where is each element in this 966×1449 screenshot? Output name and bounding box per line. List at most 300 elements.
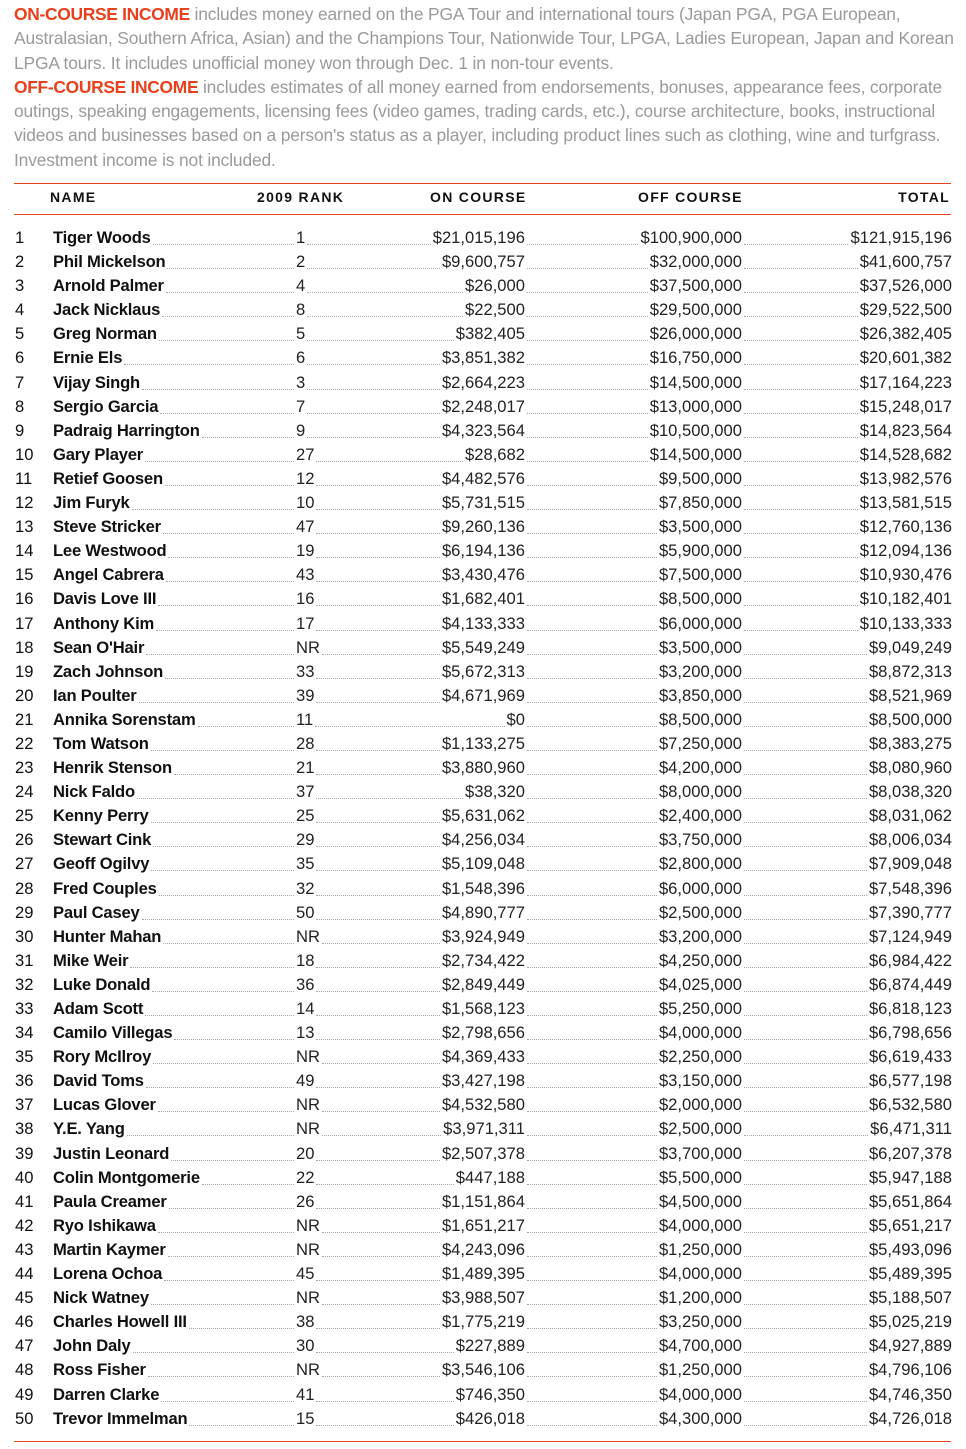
dot-leader — [527, 389, 648, 390]
row-number: 14 — [15, 541, 34, 561]
table-row — [0, 371, 966, 395]
rank-2009: 16 — [296, 589, 315, 609]
column-header-name: NAME — [50, 189, 97, 205]
dot-leader — [744, 678, 867, 679]
on-course-amount: $1,682,401 — [441, 589, 525, 609]
dot-leader — [316, 750, 439, 751]
row-number: 15 — [15, 565, 34, 585]
on-course-amount: $9,260,136 — [441, 517, 525, 537]
rank-2009: 49 — [296, 1071, 315, 1091]
dot-leader — [165, 485, 294, 486]
table-row — [0, 756, 966, 780]
off-course-amount: $9,500,000 — [658, 468, 742, 488]
dot-leader — [744, 1425, 867, 1426]
golfer-name: Tom Watson — [53, 733, 149, 753]
row-number: 18 — [15, 637, 34, 657]
on-course-amount: $227,889 — [455, 1336, 525, 1356]
dot-leader — [744, 774, 867, 775]
dot-leader — [158, 1111, 294, 1112]
rank-2009: 33 — [296, 661, 315, 681]
off-course-amount: $2,250,000 — [658, 1047, 742, 1067]
golfer-name: Jack Nicklaus — [53, 300, 161, 320]
golfer-name: Camilo Villegas — [53, 1023, 173, 1043]
rank-2009: 1 — [296, 228, 306, 247]
total-amount: $8,383,275 — [868, 733, 952, 753]
dot-leader — [744, 1328, 867, 1329]
on-course-amount: $1,775,219 — [441, 1312, 525, 1332]
row-number: 6 — [15, 348, 25, 368]
dot-leader — [744, 268, 858, 269]
off-course-amount: $2,400,000 — [658, 806, 742, 826]
dot-leader — [307, 340, 454, 341]
total-amount: $5,651,217 — [868, 1215, 952, 1235]
on-course-amount: $2,849,449 — [441, 974, 525, 994]
dot-leader — [151, 822, 294, 823]
table-row — [0, 274, 966, 298]
top-divider — [14, 183, 951, 184]
dot-leader — [316, 1328, 439, 1329]
dot-leader — [527, 340, 648, 341]
row-number: 45 — [15, 1288, 34, 1308]
dot-leader — [322, 654, 440, 655]
dot-leader — [163, 533, 294, 534]
dot-leader — [307, 244, 430, 245]
dot-leader — [744, 870, 867, 871]
golfer-name: Trevor Immelman — [53, 1408, 188, 1428]
on-course-amount: $3,427,198 — [441, 1071, 525, 1091]
rank-2009: NR — [296, 1239, 320, 1259]
table-row — [0, 1310, 966, 1334]
rank-2009: 26 — [296, 1191, 315, 1211]
row-number: 12 — [15, 493, 34, 513]
rank-2009: 5 — [296, 324, 306, 344]
table-header — [0, 189, 966, 209]
table-row — [0, 1238, 966, 1262]
dot-leader — [527, 1352, 657, 1353]
dot-leader — [527, 1425, 657, 1426]
off-course-amount: $7,500,000 — [658, 565, 742, 585]
dot-leader — [316, 581, 439, 582]
off-course-amount: $26,000,000 — [649, 324, 742, 344]
dot-leader — [316, 1184, 453, 1185]
rank-2009: 21 — [296, 758, 315, 778]
dot-leader — [527, 991, 657, 992]
header-divider — [14, 214, 951, 215]
row-number: 32 — [15, 974, 34, 994]
golfer-name: Nick Watney — [53, 1288, 149, 1308]
total-amount: $7,390,777 — [868, 902, 952, 922]
off-course-income-label: OFF-COURSE INCOME — [14, 76, 199, 97]
dot-leader — [151, 870, 294, 871]
off-course-amount: $3,500,000 — [658, 517, 742, 537]
total-amount: $6,471,311 — [870, 1119, 952, 1139]
off-course-amount: $3,850,000 — [658, 685, 742, 705]
off-course-amount: $14,500,000 — [649, 372, 742, 392]
off-course-amount: $4,500,000 — [658, 1191, 742, 1211]
dot-leader — [158, 1232, 294, 1233]
total-amount: $6,207,378 — [868, 1143, 952, 1163]
dot-leader — [316, 605, 439, 606]
dot-leader — [127, 1135, 294, 1136]
dot-leader — [133, 1352, 295, 1353]
dot-leader — [142, 919, 294, 920]
rank-2009: NR — [296, 637, 320, 657]
golfer-name: Justin Leonard — [53, 1143, 170, 1163]
dot-leader — [316, 967, 439, 968]
dot-leader — [527, 557, 657, 558]
off-course-amount: $6,000,000 — [658, 613, 742, 633]
off-course-amount: $3,700,000 — [658, 1143, 742, 1163]
off-course-amount: $16,750,000 — [649, 348, 742, 368]
total-amount: $6,532,580 — [868, 1095, 952, 1115]
rank-2009: NR — [296, 1119, 320, 1139]
off-course-amount: $4,000,000 — [658, 1264, 742, 1284]
row-number: 47 — [15, 1336, 34, 1356]
dot-leader — [159, 340, 294, 341]
dot-leader — [307, 413, 440, 414]
off-course-amount: $4,000,000 — [658, 1215, 742, 1235]
row-number: 40 — [15, 1167, 34, 1187]
off-course-amount: $4,000,000 — [658, 1023, 742, 1043]
off-course-amount: $5,500,000 — [658, 1167, 742, 1187]
on-course-amount: $22,500 — [465, 300, 525, 320]
off-course-amount: $1,250,000 — [658, 1360, 742, 1380]
dot-leader — [744, 461, 858, 462]
off-course-amount: $4,200,000 — [658, 758, 742, 778]
dot-leader — [527, 1304, 657, 1305]
dot-leader — [527, 1401, 657, 1402]
dot-leader — [316, 1280, 439, 1281]
row-number: 3 — [15, 276, 25, 296]
total-amount: $4,796,106 — [868, 1360, 952, 1380]
dot-leader — [145, 461, 294, 462]
row-number: 24 — [15, 782, 34, 802]
dot-leader — [160, 413, 294, 414]
golfer-name: Ross Fisher — [53, 1360, 146, 1380]
off-course-amount: $29,500,000 — [649, 300, 742, 320]
golfer-name: Colin Montgomerie — [53, 1167, 200, 1187]
dot-leader — [316, 870, 439, 871]
dot-leader — [189, 1425, 294, 1426]
dot-leader — [527, 461, 648, 462]
off-course-amount: $8,500,000 — [658, 709, 742, 729]
dot-leader — [527, 943, 657, 944]
dot-leader — [527, 1184, 657, 1185]
row-number: 41 — [15, 1191, 34, 1211]
table-row — [0, 780, 966, 804]
total-amount: $8,031,062 — [868, 806, 952, 826]
dot-leader — [202, 437, 294, 438]
dot-leader — [165, 678, 294, 679]
dot-leader — [168, 1256, 294, 1257]
off-course-amount: $2,500,000 — [658, 902, 742, 922]
dot-leader — [527, 654, 657, 655]
dot-leader — [124, 364, 294, 365]
golfer-name: Gary Player — [53, 444, 144, 464]
table-row — [0, 1093, 966, 1117]
table-row — [0, 732, 966, 756]
off-course-amount: $8,500,000 — [658, 589, 742, 609]
rank-2009: NR — [296, 1215, 320, 1235]
table-row — [0, 949, 966, 973]
row-number: 9 — [15, 420, 25, 440]
dot-leader — [744, 1160, 867, 1161]
on-course-amount: $3,988,507 — [441, 1288, 525, 1308]
on-course-amount: $28,682 — [465, 444, 525, 464]
dot-leader — [527, 292, 648, 293]
rank-2009: 12 — [296, 468, 315, 488]
dot-leader — [158, 605, 294, 606]
off-course-amount: $4,300,000 — [658, 1408, 742, 1428]
dot-leader — [322, 1376, 440, 1377]
golfer-name: Angel Cabrera — [53, 565, 164, 585]
total-amount: $8,006,034 — [868, 830, 952, 850]
dot-leader — [744, 1376, 867, 1377]
row-number: 34 — [15, 1023, 34, 1043]
dot-leader — [744, 292, 858, 293]
dot-leader — [316, 509, 439, 510]
dot-leader — [316, 1352, 453, 1353]
dot-leader — [322, 1256, 440, 1257]
dot-leader — [744, 485, 858, 486]
total-amount: $7,909,048 — [868, 854, 952, 874]
row-number: 42 — [15, 1215, 34, 1235]
on-course-amount: $3,430,476 — [441, 565, 525, 585]
dot-leader — [316, 461, 463, 462]
dot-leader — [132, 509, 294, 510]
dot-leader — [527, 1015, 657, 1016]
row-number: 43 — [15, 1239, 34, 1259]
on-course-amount: $5,731,515 — [441, 493, 525, 513]
dot-leader — [168, 557, 294, 558]
on-course-amount: $2,734,422 — [441, 950, 525, 970]
dot-leader — [527, 1111, 657, 1112]
off-course-amount: $4,025,000 — [658, 974, 742, 994]
on-course-amount: $4,243,096 — [441, 1239, 525, 1259]
dot-leader — [316, 485, 439, 486]
off-course-amount: $2,800,000 — [658, 854, 742, 874]
total-amount: $14,528,682 — [859, 444, 952, 464]
table-row — [0, 973, 966, 997]
dot-leader — [744, 1352, 867, 1353]
table-row — [0, 226, 966, 250]
rank-2009: 4 — [296, 276, 306, 296]
table-row — [0, 997, 966, 1021]
dot-leader — [316, 1401, 453, 1402]
dot-leader — [316, 702, 439, 703]
golfer-name: Padraig Harrington — [53, 420, 200, 440]
dot-leader — [322, 1111, 440, 1112]
bottom-divider — [14, 1441, 951, 1442]
table-row — [0, 1166, 966, 1190]
rank-2009: 17 — [296, 613, 315, 633]
on-course-amount: $38,320 — [465, 782, 525, 802]
on-course-amount: $1,651,217 — [441, 1215, 525, 1235]
dot-leader — [156, 630, 294, 631]
rank-2009: NR — [296, 1360, 320, 1380]
dot-leader — [163, 943, 294, 944]
dot-leader — [527, 581, 657, 582]
on-course-amount: $2,507,378 — [441, 1143, 525, 1163]
table-row — [0, 539, 966, 563]
dot-leader — [744, 991, 867, 992]
on-course-amount: $1,151,864 — [441, 1191, 525, 1211]
golfer-name: Paula Creamer — [53, 1191, 167, 1211]
off-course-amount: $1,200,000 — [658, 1288, 742, 1308]
total-amount: $4,726,018 — [868, 1408, 952, 1428]
row-number: 13 — [15, 517, 34, 537]
rank-2009: 2 — [296, 252, 306, 272]
total-amount: $29,522,500 — [859, 300, 952, 320]
table-row — [0, 1286, 966, 1310]
off-course-amount: $1,250,000 — [658, 1239, 742, 1259]
dot-leader — [744, 1087, 867, 1088]
dot-leader — [142, 389, 294, 390]
dot-leader — [744, 364, 858, 365]
dot-leader — [527, 750, 657, 751]
table-row — [0, 804, 966, 828]
total-amount: $6,818,123 — [868, 999, 952, 1018]
row-number: 31 — [15, 950, 34, 970]
dot-leader — [744, 846, 867, 847]
total-amount: $13,581,515 — [859, 493, 952, 513]
total-amount: $4,746,350 — [868, 1384, 952, 1404]
golfer-name: Mike Weir — [53, 950, 129, 970]
on-course-amount: $5,549,249 — [441, 637, 525, 657]
column-header-on-course: ON COURSE — [430, 189, 527, 205]
off-course-amount: $5,250,000 — [658, 999, 742, 1018]
dot-leader — [307, 364, 440, 365]
row-number: 37 — [15, 1095, 34, 1115]
table-row — [0, 467, 966, 491]
rank-2009: 38 — [296, 1312, 315, 1332]
row-number: 36 — [15, 1071, 34, 1091]
row-number: 5 — [15, 324, 25, 344]
row-number: 46 — [15, 1312, 34, 1332]
rank-2009: 15 — [296, 1408, 315, 1428]
dot-leader — [316, 557, 439, 558]
row-number: 8 — [15, 396, 25, 416]
rank-2009: 28 — [296, 733, 315, 753]
rank-2009: 18 — [296, 950, 315, 970]
dot-leader — [148, 1376, 294, 1377]
row-number: 22 — [15, 733, 34, 753]
dot-leader — [527, 630, 657, 631]
row-number: 23 — [15, 758, 34, 778]
rank-2009: NR — [296, 926, 320, 946]
on-course-amount: $3,851,382 — [441, 348, 525, 368]
golfer-name: Annika Sorenstam — [53, 709, 196, 729]
off-course-amount: $37,500,000 — [649, 276, 742, 296]
dot-leader — [527, 1232, 657, 1233]
dot-leader — [744, 1256, 867, 1257]
golfer-name: Greg Norman — [53, 324, 157, 344]
rank-2009: NR — [296, 1095, 320, 1115]
golfer-name: Ernie Els — [53, 348, 123, 368]
row-number: 17 — [15, 613, 34, 633]
row-number: 26 — [15, 830, 34, 850]
table-row — [0, 587, 966, 611]
total-amount: $5,188,507 — [868, 1288, 952, 1308]
row-number: 29 — [15, 902, 34, 922]
total-amount: $4,927,889 — [868, 1336, 952, 1356]
dot-leader — [744, 750, 867, 751]
dot-leader — [322, 1304, 440, 1305]
on-course-amount: $5,631,062 — [441, 806, 525, 826]
dot-leader — [744, 389, 858, 390]
dot-leader — [316, 1087, 439, 1088]
total-amount: $37,526,000 — [859, 276, 952, 296]
rank-2009: 45 — [296, 1264, 315, 1284]
dot-leader — [169, 1208, 294, 1209]
on-course-amount: $26,000 — [465, 276, 525, 296]
off-course-amount: $7,850,000 — [658, 493, 742, 513]
dot-leader — [167, 268, 294, 269]
off-course-amount: $6,000,000 — [658, 878, 742, 898]
on-course-amount: $4,323,564 — [441, 420, 525, 440]
golfer-name: Rory McIlroy — [53, 1047, 152, 1067]
row-number: 27 — [15, 854, 34, 874]
dot-leader — [316, 1039, 439, 1040]
dot-leader — [527, 437, 648, 438]
dot-leader — [744, 1135, 868, 1136]
row-number: 39 — [15, 1143, 34, 1163]
golfer-name: Lorena Ochoa — [53, 1264, 163, 1284]
total-amount: $14,823,564 — [859, 420, 952, 440]
dot-leader — [189, 1328, 294, 1329]
total-amount: $8,872,313 — [868, 661, 952, 681]
dot-leader — [527, 678, 657, 679]
dot-leader — [316, 1160, 439, 1161]
golfer-name: Henrik Stenson — [53, 758, 172, 778]
dot-leader — [174, 1039, 294, 1040]
table-row — [0, 515, 966, 539]
off-course-amount: $3,150,000 — [658, 1071, 742, 1091]
golfer-name: Ian Poulter — [53, 685, 137, 705]
golfer-name: Geoff Ogilvy — [53, 854, 150, 874]
rank-2009: 9 — [296, 420, 306, 440]
golfer-name: Retief Goosen — [53, 468, 163, 488]
on-course-amount: $3,971,311 — [443, 1119, 525, 1139]
dot-leader — [145, 1015, 294, 1016]
dot-leader — [744, 1280, 867, 1281]
dot-leader — [744, 581, 858, 582]
table-row — [0, 877, 966, 901]
total-amount: $13,982,576 — [859, 468, 952, 488]
dot-leader — [315, 726, 504, 727]
table-row — [0, 852, 966, 876]
rank-2009: 43 — [296, 565, 315, 585]
dot-leader — [146, 1087, 294, 1088]
dot-leader — [744, 967, 867, 968]
total-amount: $8,080,960 — [868, 758, 952, 778]
golfer-name: Anthony Kim — [53, 613, 155, 633]
golfer-name: Fred Couples — [53, 878, 157, 898]
column-header-off-course: OFF COURSE — [638, 189, 743, 205]
table-row — [0, 684, 966, 708]
dot-leader — [744, 1015, 867, 1016]
column-header-rank: 2009 RANK — [257, 189, 345, 205]
dot-leader — [322, 1135, 441, 1136]
row-number: 2 — [15, 252, 25, 272]
dot-leader — [744, 895, 867, 896]
dot-leader — [527, 1063, 657, 1064]
table-row — [0, 346, 966, 370]
table-row — [0, 1407, 966, 1431]
on-course-amount: $3,880,960 — [441, 758, 525, 778]
dot-leader — [744, 1304, 867, 1305]
dot-leader — [744, 1401, 867, 1402]
